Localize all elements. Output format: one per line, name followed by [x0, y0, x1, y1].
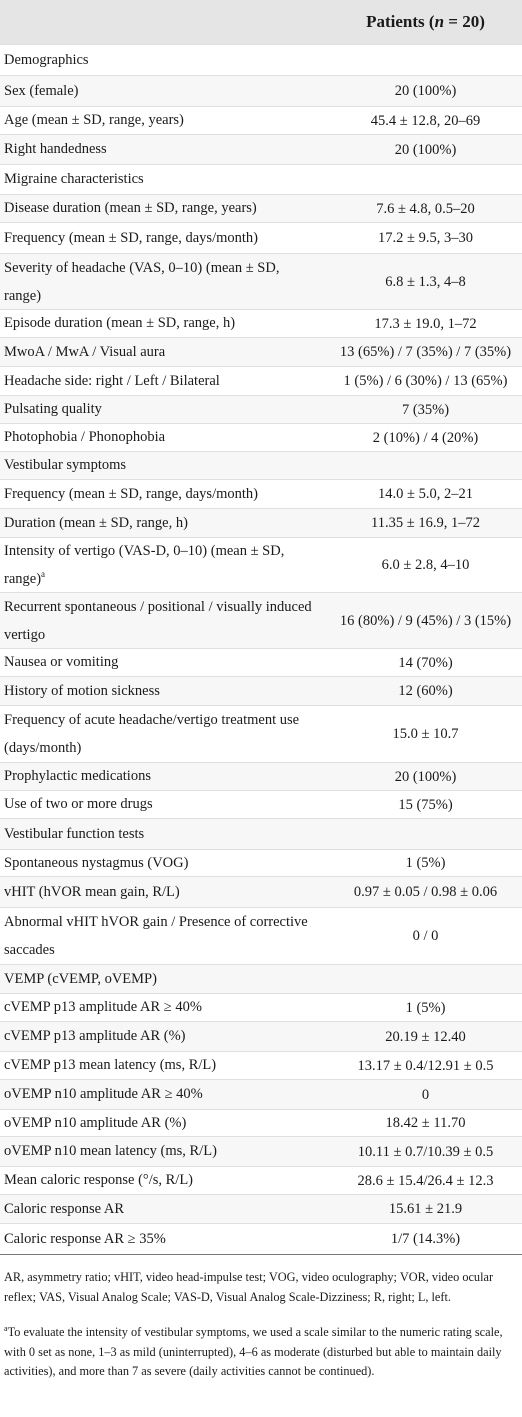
row-value: 14 (70%): [398, 655, 453, 671]
table-row: [0, 1194, 522, 1223]
column-header-patients: [331, 0, 520, 44]
row-value: 0.97 ± 0.05 / 0.98 ± 0.06: [353, 884, 498, 900]
row-value: 1 (5%): [405, 855, 446, 871]
table-row: [0, 993, 522, 1021]
row-value: [331, 819, 520, 850]
row-label-footnote-marker: a: [41, 568, 46, 579]
column-header-n-prefix: (: [428, 12, 435, 31]
row-value: 6.0 ± 2.8, 4–10: [381, 557, 470, 573]
table-row: [0, 366, 522, 395]
row-value: [331, 965, 520, 994]
table-row: [0, 964, 522, 993]
row-label: cVEMP p13 mean latency (ms, R/L): [4, 1057, 217, 1073]
table-row: [0, 648, 522, 676]
row-label: Vestibular symptoms: [4, 457, 127, 473]
table-row: [0, 762, 522, 790]
row-value: 1/7 (14.3%): [390, 1231, 461, 1247]
row-label: Spontaneous nystagmus (VOG): [4, 855, 189, 871]
row-value: 13.17 ± 0.4/12.91 ± 0.5: [357, 1058, 494, 1074]
row-value: 1 (5%): [405, 1000, 446, 1016]
row-label: Frequency of acute headache/vertigo treatment use (days/month): [4, 712, 300, 756]
row-label: Prophylactic medications: [4, 768, 151, 784]
table-row: [0, 395, 522, 423]
row-value: 7 (35%): [401, 402, 450, 418]
footnote-a-marker: a: [4, 1323, 8, 1333]
table-row: [0, 1021, 522, 1051]
table-row: [0, 676, 522, 705]
table-row: [0, 592, 522, 648]
table-row: [0, 876, 522, 907]
footnote-a: [4, 1323, 518, 1382]
row-label: Disease duration (mean ± SD, range, years): [4, 200, 257, 216]
row-value: [331, 452, 520, 480]
table-row: [0, 1223, 522, 1254]
table-row: [0, 1109, 522, 1136]
row-value: 20 (100%): [394, 769, 457, 785]
column-header-label: Patients: [366, 12, 425, 31]
table-row: [0, 907, 522, 964]
row-label: Demographics: [4, 52, 89, 68]
row-value: 0: [421, 1087, 430, 1103]
row-label: Caloric response AR ≥ 35%: [4, 1231, 166, 1247]
table-row: [0, 222, 522, 253]
table-row: [0, 1136, 522, 1166]
table-row: [0, 790, 522, 818]
row-label: Pulsating quality: [4, 401, 102, 417]
table-row: [0, 106, 522, 134]
row-value: 7.6 ± 4.8, 0.5–20: [376, 201, 475, 217]
row-value: 15 (75%): [398, 797, 453, 813]
row-label: Photophobia / Phonophobia: [4, 429, 166, 445]
table-header: [0, 0, 522, 44]
table-row: [0, 508, 522, 537]
row-label: oVEMP n10 amplitude AR (%): [4, 1115, 187, 1131]
table-row: [0, 1051, 522, 1079]
row-label: Duration (mean ± SD, range, h): [4, 515, 188, 531]
table-bottom-rule: [0, 1254, 522, 1255]
row-label: oVEMP n10 amplitude AR ≥ 40%: [4, 1086, 203, 1102]
table-row: [0, 309, 522, 337]
row-label: Use of two or more drugs: [4, 796, 153, 812]
row-label: Sex (female): [4, 83, 79, 99]
footnote-a-text: To evaluate the intensity of vestibular symptoms, we used a scale similar to the numeric rating scale, with 0 set as none, 1–3 as mild (uninterrupted), 4–6 as moderate (disturbed but able to maintain daily activities), and more than 7 as severe (daily activities cannot be continued).: [4, 1325, 503, 1378]
row-label: Severity of headache (VAS, 0–10) (mean ± SD, range): [4, 260, 280, 304]
table-row: [0, 44, 522, 75]
row-label: Intensity of vertigo (VAS-D, 0–10) (mean ± SD, range)$^a$: [4, 543, 285, 587]
table-row: [0, 253, 522, 309]
row-value: 45.4 ± 12.8, 20–69: [370, 113, 481, 129]
table-row: [0, 705, 522, 762]
table-row: [0, 75, 522, 106]
row-value: 15.0 ± 10.7: [392, 726, 459, 742]
row-value: 15.61 ± 21.9: [388, 1201, 463, 1217]
column-header-n-var: n: [434, 12, 445, 31]
row-label: Vestibular function tests: [4, 826, 145, 842]
row-label: Right handedness: [4, 141, 107, 157]
row-value: [331, 165, 520, 195]
footnote-abbreviations: AR, asymmetry ratio; vHIT, video head-impulse test; VOG, video oculography; VOR, video ocular reflex; VAS, Visual Analog Scale; VAS-D, Visual Analog Scale-Dizziness; R, right; L, left.: [4, 1270, 494, 1304]
row-value: 17.3 ± 19.0, 1–72: [374, 316, 477, 332]
table-row: [0, 337, 522, 366]
row-label: Recurrent spontaneous / positional / visually induced vertigo: [4, 599, 312, 643]
row-label: Abnormal vHIT hVOR gain / Presence of corrective saccades: [4, 914, 308, 958]
row-value: 6.8 ± 1.3, 4–8: [385, 274, 466, 290]
table-row: [0, 451, 522, 479]
row-value: [331, 45, 520, 76]
table-row: [0, 164, 522, 194]
table-row: [0, 1166, 522, 1194]
table-row: [0, 134, 522, 164]
row-value: 14.0 ± 5.0, 2–21: [378, 486, 473, 502]
row-label: Episode duration (mean ± SD, range, h): [4, 315, 236, 331]
row-label: Frequency (mean ± SD, range, days/month): [4, 486, 258, 502]
row-value: 10.11 ± 0.7/10.39 ± 0.5: [357, 1144, 494, 1160]
row-value: 12 (60%): [398, 683, 453, 699]
row-label: MwoA / MwA / Visual aura: [4, 344, 166, 360]
row-label: Migraine characteristics: [4, 171, 144, 187]
row-value: 1 (5%) / 6 (30%) / 13 (65%): [343, 373, 508, 389]
row-label: oVEMP n10 mean latency (ms, R/L): [4, 1143, 217, 1159]
row-label: Headache side: right / Left / Bilateral: [4, 373, 220, 389]
row-value: 13 (65%) / 7 (35%) / 7 (35%): [339, 344, 512, 360]
table-row: [0, 479, 522, 508]
column-header-n-value: = 20): [444, 12, 485, 31]
row-value: 20 (100%): [394, 142, 457, 158]
row-value: 2 (10%) / 4 (20%): [372, 430, 479, 446]
table-row: [0, 537, 522, 592]
table-row: [0, 1079, 522, 1109]
row-label: cVEMP p13 amplitude AR (%): [4, 1028, 186, 1044]
row-value: 20.19 ± 12.40: [385, 1029, 466, 1045]
row-label: Age (mean ± SD, range, years): [4, 112, 184, 128]
row-value: 28.6 ± 15.4/26.4 ± 12.3: [357, 1173, 494, 1189]
row-label: History of motion sickness: [4, 683, 160, 699]
row-value: 18.42 ± 11.70: [385, 1115, 466, 1131]
row-label: Nausea or vomiting: [4, 654, 119, 670]
row-value: 11.35 ± 16.9, 1–72: [371, 515, 480, 531]
row-label: cVEMP p13 amplitude AR ≥ 40%: [4, 999, 202, 1015]
row-value: 0 / 0: [412, 928, 439, 944]
table-row: [0, 818, 522, 849]
table-row: [0, 423, 522, 451]
row-label: Mean caloric response (°/s, R/L): [4, 1172, 194, 1188]
row-label: vHIT (hVOR mean gain, R/L): [4, 884, 180, 900]
row-label: Caloric response AR: [4, 1201, 125, 1217]
table-row: [0, 849, 522, 876]
row-value: 16 (80%) / 9 (45%) / 3 (15%): [339, 613, 512, 629]
table-row: [0, 194, 522, 222]
row-label: Frequency (mean ± SD, range, days/month): [4, 230, 258, 246]
row-value: 20 (100%): [394, 83, 457, 99]
row-label: VEMP (cVEMP, oVEMP): [4, 971, 157, 987]
row-value: 17.2 ± 9.5, 3–30: [378, 230, 473, 246]
